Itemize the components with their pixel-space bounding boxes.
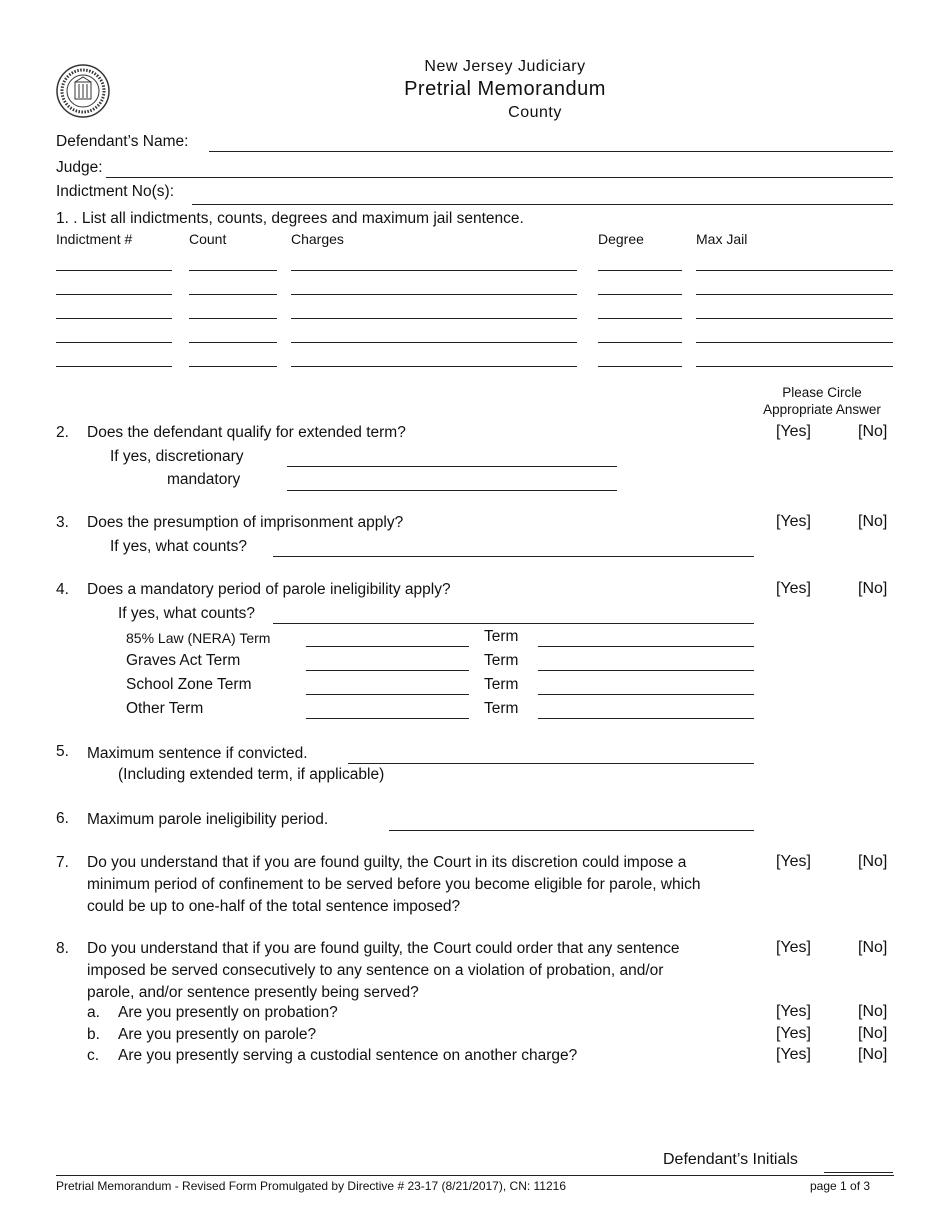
term-label: Term bbox=[484, 700, 519, 717]
q3-yes[interactable]: [Yes] bbox=[776, 513, 811, 530]
table-cell[interactable] bbox=[291, 342, 577, 343]
page-number: page 1 of 3 bbox=[810, 1179, 871, 1193]
q5-max-sentence-field[interactable] bbox=[348, 763, 754, 764]
defendant-name-label: Defendant’s Name: bbox=[56, 133, 189, 150]
circle-instruction-line2: Appropriate Answer bbox=[763, 402, 881, 417]
table-cell[interactable] bbox=[56, 270, 172, 271]
q8c-no[interactable]: [No] bbox=[858, 1046, 888, 1063]
table-cell[interactable] bbox=[291, 318, 577, 319]
table-cell[interactable] bbox=[189, 270, 277, 271]
q4-number: 4. bbox=[56, 581, 69, 598]
q4-sub: If yes, what counts? bbox=[118, 605, 255, 622]
indictment-nos-label: Indictment No(s): bbox=[56, 183, 175, 200]
q8-line1: Do you understand that if you are found guilty, the Court could order that any sentence bbox=[87, 940, 680, 957]
school-zone-field[interactable] bbox=[306, 694, 469, 695]
q7-no[interactable]: [No] bbox=[858, 853, 888, 870]
q2-sub-discretionary: If yes, discretionary bbox=[110, 448, 244, 465]
term-label-other: Other Term bbox=[126, 700, 204, 717]
term-label: Term bbox=[484, 652, 519, 669]
nera-term-field[interactable] bbox=[538, 646, 754, 647]
q2-no[interactable]: [No] bbox=[858, 423, 888, 440]
term-label-school-zone: School Zone Term bbox=[126, 676, 252, 693]
table-cell[interactable] bbox=[56, 366, 172, 367]
term-label-graves: Graves Act Term bbox=[126, 652, 241, 669]
table-cell[interactable] bbox=[598, 270, 682, 271]
q4-no[interactable]: [No] bbox=[858, 580, 888, 597]
q5-sub: (Including extended term, if applicable) bbox=[118, 766, 385, 783]
table-cell[interactable] bbox=[598, 294, 682, 295]
q8a-no[interactable]: [No] bbox=[858, 1003, 888, 1020]
term-label: Term bbox=[484, 628, 519, 645]
graves-field[interactable] bbox=[306, 670, 469, 671]
q5-text: Maximum sentence if convicted. bbox=[87, 745, 308, 762]
q7-yes[interactable]: [Yes] bbox=[776, 853, 811, 870]
q7-line3: could be up to one-half of the total sentence imposed? bbox=[87, 898, 461, 915]
q8c-label: c. bbox=[87, 1047, 100, 1064]
q2-sub-mandatory: mandatory bbox=[167, 471, 241, 488]
nera-field[interactable] bbox=[306, 646, 469, 647]
q2-mandatory-field[interactable] bbox=[287, 490, 617, 491]
defendant-initials-label: Defendant’s Initials bbox=[663, 1151, 798, 1168]
q2-yes[interactable]: [Yes] bbox=[776, 423, 811, 440]
q7-line2: minimum period of confinement to be served before you become eligible for parole, which bbox=[87, 876, 701, 893]
footer-note: Pretrial Memorandum - Revised Form Promulgated by Directive # 23-17 (8/21/2017), CN: 11216 bbox=[56, 1179, 566, 1193]
q8b-yes[interactable]: [Yes] bbox=[776, 1025, 811, 1042]
school-zone-term-field[interactable] bbox=[538, 694, 754, 695]
q6-text: Maximum parole ineligibility period. bbox=[87, 811, 329, 828]
judiciary-seal-icon bbox=[55, 63, 111, 119]
col-count: Count bbox=[189, 231, 227, 247]
q8-no[interactable]: [No] bbox=[858, 939, 888, 956]
defendant-initials-field[interactable] bbox=[824, 1172, 893, 1173]
table-cell[interactable] bbox=[291, 366, 577, 367]
q4-counts-field[interactable] bbox=[273, 623, 754, 624]
org-name: New Jersey Judiciary bbox=[424, 58, 586, 75]
q2-text: Does the defendant qualify for extended term? bbox=[87, 424, 406, 441]
q3-text: Does the presumption of imprisonment apply? bbox=[87, 514, 404, 531]
q8-yes[interactable]: [Yes] bbox=[776, 939, 811, 956]
table-cell[interactable] bbox=[56, 294, 172, 295]
table-cell[interactable] bbox=[189, 294, 277, 295]
col-indictment: Indictment # bbox=[56, 231, 133, 247]
q8-line2: imposed be served consecutively to any sentence on a violation of probation, and/or bbox=[87, 962, 664, 979]
q3-number: 3. bbox=[56, 514, 69, 531]
indictment-nos-field[interactable] bbox=[192, 204, 893, 205]
table-cell[interactable] bbox=[189, 342, 277, 343]
q4-text: Does a mandatory period of parole ineligibility apply? bbox=[87, 581, 451, 598]
q2-discretionary-field[interactable] bbox=[287, 466, 617, 467]
q8-line3: parole, and/or sentence presently being served? bbox=[87, 984, 419, 1001]
other-term-field[interactable] bbox=[538, 718, 754, 719]
q8c-text: Are you presently serving a custodial sentence on another charge? bbox=[118, 1047, 578, 1064]
q8a-text: Are you presently on probation? bbox=[118, 1004, 338, 1021]
table-cell[interactable] bbox=[696, 366, 893, 367]
table-cell[interactable] bbox=[696, 318, 893, 319]
table-cell[interactable] bbox=[291, 294, 577, 295]
col-degree: Degree bbox=[598, 231, 644, 247]
q6-number: 6. bbox=[56, 810, 69, 827]
county-label: County bbox=[508, 104, 562, 121]
table-cell[interactable] bbox=[291, 270, 577, 271]
q3-counts-field[interactable] bbox=[273, 556, 754, 557]
table-cell[interactable] bbox=[56, 318, 172, 319]
judge-field[interactable] bbox=[106, 177, 893, 178]
q7-number: 7. bbox=[56, 854, 69, 871]
q4-yes[interactable]: [Yes] bbox=[776, 580, 811, 597]
footer-divider bbox=[56, 1175, 894, 1176]
graves-term-field[interactable] bbox=[538, 670, 754, 671]
col-charges: Charges bbox=[291, 231, 344, 247]
q8b-text: Are you presently on parole? bbox=[118, 1026, 317, 1043]
q7-line1: Do you understand that if you are found guilty, the Court in its discretion could impose a bbox=[87, 854, 687, 871]
table-cell[interactable] bbox=[696, 294, 893, 295]
q3-sub: If yes, what counts? bbox=[110, 538, 247, 555]
table-cell[interactable] bbox=[598, 318, 682, 319]
q5-number: 5. bbox=[56, 743, 69, 760]
judge-label: Judge: bbox=[56, 159, 103, 176]
q8b-no[interactable]: [No] bbox=[858, 1025, 888, 1042]
q6-parole-period-field[interactable] bbox=[389, 830, 754, 831]
q8b-label: b. bbox=[87, 1026, 100, 1043]
defendant-name-field[interactable] bbox=[209, 151, 893, 152]
table-cell[interactable] bbox=[696, 342, 893, 343]
q8c-yes[interactable]: [Yes] bbox=[776, 1046, 811, 1063]
q3-no[interactable]: [No] bbox=[858, 513, 888, 530]
circle-instruction-line1: Please Circle bbox=[782, 385, 862, 400]
table-cell[interactable] bbox=[598, 366, 682, 367]
table-cell[interactable] bbox=[598, 342, 682, 343]
page-title: Pretrial Memorandum bbox=[404, 78, 606, 100]
q1-text: 1. . List all indictments, counts, degrees and maximum jail sentence. bbox=[56, 210, 524, 227]
q8-number: 8. bbox=[56, 940, 69, 957]
term-label: Term bbox=[484, 676, 519, 693]
col-max-jail: Max Jail bbox=[696, 231, 748, 247]
q2-number: 2. bbox=[56, 424, 69, 441]
table-cell[interactable] bbox=[189, 318, 277, 319]
table-cell[interactable] bbox=[56, 342, 172, 343]
q8a-yes[interactable]: [Yes] bbox=[776, 1003, 811, 1020]
other-field[interactable] bbox=[306, 718, 469, 719]
table-cell[interactable] bbox=[189, 366, 277, 367]
q8a-label: a. bbox=[87, 1004, 100, 1021]
term-label-nera: 85% Law (NERA) Term bbox=[126, 630, 271, 646]
table-cell[interactable] bbox=[696, 270, 893, 271]
